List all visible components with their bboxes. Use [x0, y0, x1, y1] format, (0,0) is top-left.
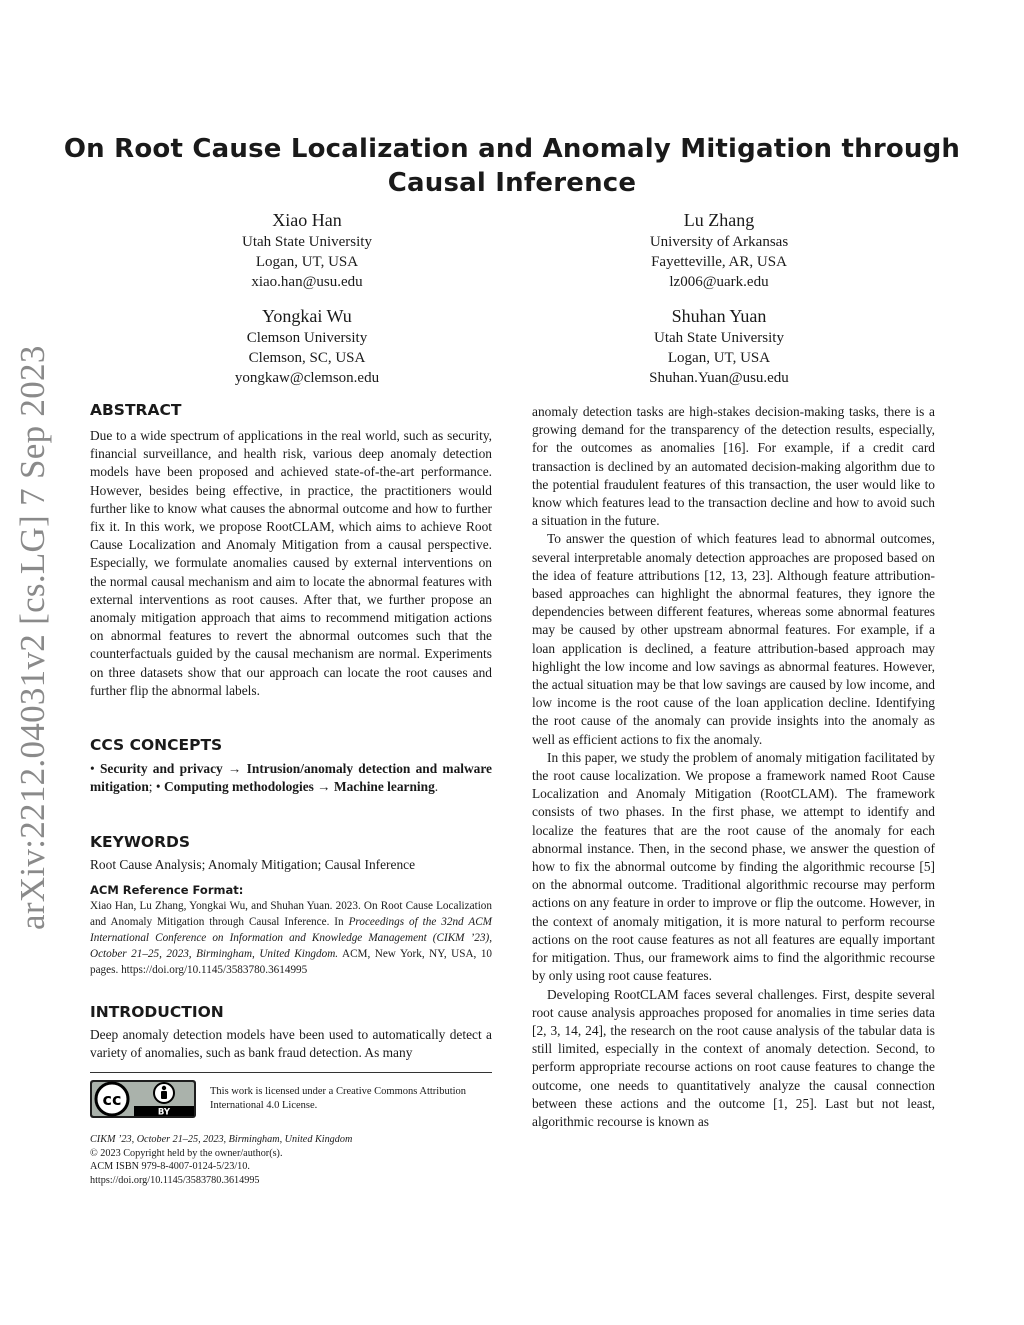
acm-reference-part: Xiao Han, Lu Zhang, Yongkai Wu, and Shuhan Yuan. 2023. On Root Cause Localization and Anomaly Mitigation through Causal Inference. In	[90, 900, 492, 928]
ccs-concept: Security and privacy	[99, 761, 223, 776]
cc-symbol: cc	[102, 1090, 122, 1109]
introduction-heading: INTRODUCTION	[90, 1003, 224, 1021]
ccs-concept: Computing methodologies	[163, 779, 314, 795]
author-name: Yongkai Wu	[262, 306, 352, 326]
author-name: Shuhan Yuan	[671, 306, 767, 326]
author-block	[569, 304, 869, 388]
ccs-concepts	[90, 760, 492, 796]
author-location: Fayetteville, AR, USA	[651, 254, 787, 270]
introduction-text: Deep anomaly detection models have been used to automatically detect a variety of anomalies, such as bank fraud detection. As many	[90, 1027, 492, 1061]
license-text: This work is licensed under a Creative Commons Attribution International 4.0 License.	[210, 1086, 467, 1111]
author-email[interactable]: xiao.han@usu.edu	[251, 274, 363, 290]
author-email[interactable]: Shuhan.Yuan@usu.edu	[649, 370, 789, 386]
author-location: Logan, UT, USA	[255, 254, 359, 270]
footer-conference: CIKM ’23, October 21–25, 2023, Birmingham, United Kingdom	[90, 1134, 353, 1145]
acm-reference-text	[90, 898, 492, 978]
keywords-heading: KEYWORDS	[90, 833, 191, 851]
ccs-bullet: •	[90, 761, 95, 776]
cc-by-logo	[90, 1080, 196, 1118]
ccs-separator: ;	[148, 779, 153, 795]
footer-doi[interactable]: https://doi.org/10.1145/3583780.3614995	[90, 1174, 260, 1186]
author-email[interactable]: yongkaw@clemson.edu	[234, 370, 380, 386]
cc-by-license-badge[interactable]	[90, 1080, 196, 1118]
author-affiliation: Utah State University	[654, 330, 784, 346]
by-symbol: BY	[157, 1107, 171, 1118]
acm-reference-venue: Proceedings of the 32nd ACM International Conference on Information and Knowledge Management (CIKM ’23), October 21–25, 2023, Birmingham, United Kingdom.	[90, 916, 492, 960]
author-email[interactable]: lz006@uark.edu	[669, 274, 769, 290]
arxiv-identifier: arXiv:2212.04031v2 [cs.LG] 7 Sep 2023	[13, 345, 52, 930]
body-paragraph: To answer the question of which features lead to abnormal outcomes, several interpretable anomaly detection approaches are proposed based on the idea of feature attributions [12, 13, 23]. Although feature attribution-based approaches can highlight the abnormal features, they ignore the dependencies between different features, whereas some abnormal features may be caused by other upstream abnormal features. For example, if a loan application is declined, a feature attribution-based approach may highlight the low income and low savings as abnormal features. However, the actual situation may be that low savings are caused by low income, and low income is the root cause of the loan application decline. Identifying the root cause of the anomaly can provide insights into the anomaly as well as efficient actions to fix the anomaly.	[532, 531, 935, 747]
ccs-concept: Intrusion/anomaly detection and malware mitigation	[90, 761, 493, 795]
abstract-heading: ABSTRACT	[90, 401, 182, 419]
keywords-text: Root Cause Analysis; Anomaly Mitigation; Causal Inference	[90, 857, 416, 872]
author-block	[157, 304, 457, 388]
body-paragraph: anomaly detection tasks are high-stakes decision-making tasks, there is a growing demand for the transparency of the detection results, especially, for the outcomes as anomalies [16]. For example, if a credit card transaction is declined by an automated decision-making algorithm due to the potential fraudulent features of this transaction, the user would like to know which features lead to the transaction decline and how to avoid such a situation in the future.	[532, 404, 935, 529]
author-affiliation: Clemson University	[246, 330, 368, 346]
body-paragraph: In this paper, we study the problem of anomaly mitigation facilitated by the root cause localization. We propose a framework named Root Cause Localization and Anomaly Mitigation (RootCLAM). The framework consists of two phases. In the first phase, we attempt to identify and localize the features that are the root cause of the anomaly for each abnormal instance. Then, in the second phase, we answer the question of how to fix the abnormal outcome by finding the algorithmic recourse [5] on the abnormal outcome. Traditional algorithmic recourse may perform actions on any feature in order to improve or flip the outcome. However, in the context of anomaly mitigation, it is more natural to perform recourse actions on the root cause features as not all features are equally important for mitigation. Thus, our framework aims to find the algorithmic recourse by only using root cause features.	[532, 749, 935, 984]
acm-reference-heading: ACM Reference Format:	[90, 883, 244, 897]
ccs-heading: CCS CONCEPTS	[90, 736, 223, 754]
author-block	[569, 208, 869, 292]
ccs-concept: Machine learning	[333, 779, 435, 795]
author-affiliation: Utah State University	[242, 234, 372, 250]
footer-isbn: ACM ISBN 979-8-4007-0124-5/23/10.	[90, 1161, 250, 1172]
ccs-arrow: →	[228, 761, 242, 776]
author-location: Clemson, SC, USA	[248, 350, 366, 366]
ccs-end: .	[434, 779, 439, 795]
acm-reference-doi[interactable]: ACM, New York, NY, USA, 10 pages. https://doi.org/10.1145/3583780.3614995	[90, 948, 493, 976]
ccs-arrow: →	[317, 779, 331, 795]
body-paragraph: Developing RootCLAM faces several challenges. First, despite several root cause analysis approaches proposed for anomalies in time series data [2, 3, 14, 24], the research on the root cause analysis of the tabular data is still limited, especially in the context of anomaly detection. Second, to perform appropriate recourse actions on root cause features to change the outcome, one needs to quantitatively analyze the causal connection between these actions and the outcome [1, 25]. Last but not least, algorithmic recourse is known as	[532, 986, 935, 1129]
author-name: Xiao Han	[272, 210, 342, 230]
author-block	[157, 208, 457, 292]
author-affiliation: University of Arkansas	[649, 234, 789, 250]
introduction-continued	[532, 403, 935, 1131]
footer-block	[90, 1133, 492, 1187]
footer-copyright: © 2023 Copyright held by the owner/author(s).	[90, 1147, 283, 1159]
ccs-bullet: •	[155, 779, 161, 795]
author-name: Lu Zhang	[683, 210, 755, 230]
license-divider	[90, 1072, 492, 1073]
paper-title: On Root Cause Localization and Anomaly Mitigation through Causal Inference	[63, 134, 961, 198]
author-location: Logan, UT, USA	[667, 350, 771, 366]
abstract-text: Due to a wide spectrum of applications in the real world, such as security, financial surveillance, and health risk, various deep anomaly detection models have been proposed and achieved state-of-the-art performance. However, besides being effective, in practice, the practitioners would further like to know what causes the abnormal outcome and how to further fix it. In this work, we propose RootCLAM, which aims to achieve Root Cause Localization and Anomaly Mitigation from a causal perspective. Especially, we formulate anomalies caused by external interventions on the normal causal mechanism and aim to locate the abnormal features with external interventions as root causes. After that, we further propose an anomaly mitigation approach that aims to recommend mitigation actions on abnormal features to revert the abnormal outcomes such that the counterfactuals guided by the causal mechanism are normal. Experiments on three datasets show that our approach can locate the root causes and further flip the abnormal labels.	[90, 428, 492, 698]
